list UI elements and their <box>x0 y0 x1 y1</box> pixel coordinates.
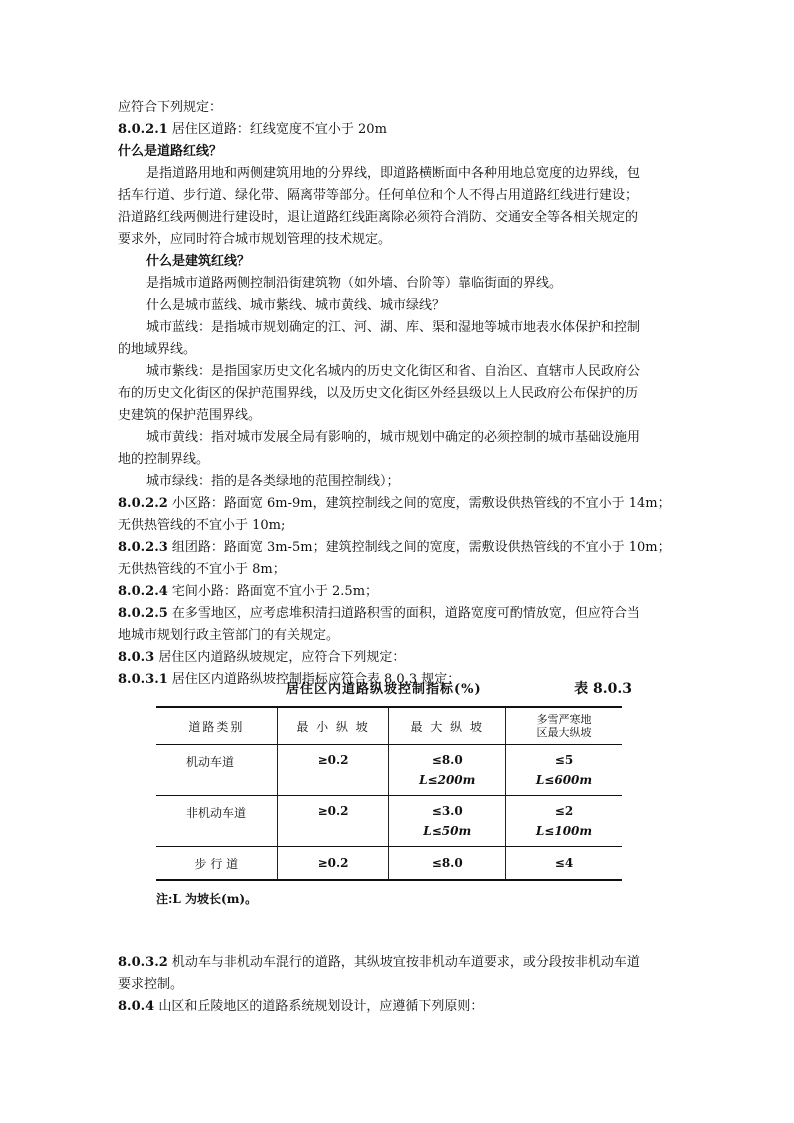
line-text: 什么是道路红线？ <box>118 144 223 159</box>
table-row <box>156 847 622 881</box>
line-text: 宅间小路：路面宽不宜小于 2.5m； <box>167 584 379 599</box>
table-title: 居住区内道路纵坡控制指标(%) <box>286 682 482 697</box>
cell-max: ≤8.0 L≤200m <box>389 745 506 796</box>
header-min-slope: 最 小 纵 坡 <box>277 707 389 745</box>
text-line <box>118 119 678 141</box>
text-line <box>118 974 678 996</box>
line-text: 地城市规划行政主管部门的有关规定。 <box>118 628 340 643</box>
line-text: 无供热管线的不宜小于 8m； <box>118 562 286 577</box>
text-line <box>118 427 678 449</box>
text-line <box>118 339 678 361</box>
cell-road-type: 步 行 道 <box>156 847 277 881</box>
line-text: 居住区道路：红线宽度不宜小于 20m <box>167 122 387 137</box>
table-row <box>156 796 622 847</box>
text-line <box>118 361 678 383</box>
text-line <box>118 273 678 295</box>
line-text: 要求外，应同时符合城市规划管理的技术规定。 <box>118 232 392 247</box>
text-line <box>118 383 678 405</box>
clause-number: 8.0.4 <box>118 999 155 1014</box>
clause-number: 8.0.3 <box>118 650 155 665</box>
cell-min: ≥0.2 <box>277 745 389 796</box>
text-line <box>118 163 678 185</box>
cell-snow: ≤4 <box>505 847 622 881</box>
line-text: 山区和丘陵地区的道路系统规划设计，应遵循下列原则： <box>154 999 484 1014</box>
line-text: 布的历史文化街区的保护范围界线，以及历史文化街区外经县级以上人民政府公布保护的历 <box>118 386 639 401</box>
slope-table <box>156 706 622 881</box>
clause-number: 8.0.2.5 <box>118 606 168 621</box>
cell-max: ≤8.0 <box>389 847 506 881</box>
clause-number: 8.0.2.4 <box>118 584 168 599</box>
text-line <box>118 952 678 974</box>
text-line <box>118 515 678 537</box>
text-line <box>118 97 678 119</box>
line-text: 城市绿线：指的是各类绿地的范围控制线）； <box>146 474 400 489</box>
cell-max: ≤3.0 L≤50m <box>389 796 506 847</box>
line-text: 是指道路用地和两侧建筑用地的分界线，即道路横断面中各种用地总宽度的边界线，包 <box>146 166 641 181</box>
text-line <box>118 996 678 1018</box>
line-text: 城市黄线：指对城市发展全局有影响的，城市规划中确定的必须控制的城市基础设施用 <box>146 430 641 445</box>
table-row <box>156 745 622 796</box>
clause-number: 8.0.2.3 <box>118 540 168 555</box>
line-text: 是指城市道路两侧控制沿街建筑物（如外墙、台阶等）靠临街面的界线。 <box>146 276 563 291</box>
line-text: 地的控制界线。 <box>118 452 210 467</box>
line-text: 无供热管线的不宜小于 10m; <box>118 518 286 533</box>
slope-table-figure <box>118 668 678 908</box>
text-line <box>118 207 678 229</box>
text-line <box>118 581 678 603</box>
cell-road-type: 机动车道 <box>156 745 277 796</box>
line-text: 居住区内道路纵坡控制指标应符合表 8.0.3 规定； <box>167 672 461 687</box>
text-line <box>118 141 678 163</box>
line-text: 机动车与非机动车混行的道路，其纵坡宜按非机动车道要求，或分段按非机动车道 <box>167 955 640 970</box>
line-text: 组团路：路面宽 3m-5m；建筑控制线之间的宽度，需敷设供热管线的不宜小于 10m； <box>167 540 671 555</box>
text-line <box>118 295 678 317</box>
line-text: 史建筑的保护范围界线。 <box>118 408 262 423</box>
text-line <box>118 493 678 515</box>
cell-min: ≥0.2 <box>277 796 389 847</box>
header-road-type: 道路类别 <box>156 707 277 745</box>
cell-snow: ≤5 L≤600m <box>505 745 622 796</box>
cell-min: ≥0.2 <box>277 847 389 881</box>
line-text: 城市紫线：是指国家历史文化名城内的历史文化街区和省、自治区、直辖市人民政府公 <box>146 364 641 379</box>
line-text: 在多雪地区，应考虑堆积清扫道路积雪的面积，道路宽度可酌情放宽，但应符合当 <box>167 606 640 621</box>
text-line <box>118 471 678 493</box>
clause-number: 8.0.2.1 <box>118 122 168 137</box>
text-line <box>118 537 678 559</box>
document-body-after <box>118 952 678 1018</box>
line-text: 什么是城市蓝线、城市紫线、城市黄线、城市绿线？ <box>146 298 446 313</box>
clause-number: 8.0.3.1 <box>118 672 168 687</box>
text-line <box>118 405 678 427</box>
line-text: 沿道路红线两侧进行建设时，退让道路红线距离除必须符合消防、交通安全等各相关规定的 <box>118 210 639 225</box>
text-line <box>118 603 678 625</box>
text-line <box>118 559 678 581</box>
text-line <box>118 647 678 669</box>
table-note: 注:L 为坡长(m)。 <box>156 892 258 906</box>
cell-road-type: 非机动车道 <box>156 796 277 847</box>
line-text: 小区路：路面宽 6m-9m，建筑控制线之间的宽度，需敷设供热管线的不宜小于 14m； <box>167 496 671 511</box>
table-header-row <box>156 707 622 745</box>
line-text: 括车行道、步行道、绿化带、隔离带等部分。任何单位和个人不得占用道路红线进行建设； <box>118 188 639 203</box>
document-body <box>118 97 678 691</box>
header-max-slope: 最 大 纵 坡 <box>389 707 506 745</box>
text-line <box>118 317 678 339</box>
text-line <box>118 625 678 647</box>
line-text: 城市蓝线：是指城市规划确定的江、河、湖、库、渠和湿地等城市地表水体保护和控制 <box>146 320 641 335</box>
line-text: 的地域界线。 <box>118 342 197 357</box>
line-text: 什么是建筑红线？ <box>146 254 251 269</box>
text-line <box>118 229 678 251</box>
text-line <box>118 251 678 273</box>
line-text: 居住区内道路纵坡规定，应符合下列规定： <box>154 650 406 665</box>
line-text: 要求控制。 <box>118 977 184 992</box>
header-snow-max-slope: 多雪严寒地 区最大纵坡 <box>505 707 622 745</box>
text-line <box>118 185 678 207</box>
cell-snow: ≤2 L≤100m <box>505 796 622 847</box>
clause-number: 8.0.3.2 <box>118 955 168 970</box>
text-line <box>118 449 678 471</box>
line-text: 应符合下列规定： <box>118 100 223 115</box>
table-number: 表 8.0.3 <box>574 681 632 697</box>
clause-number: 8.0.2.2 <box>118 496 168 511</box>
